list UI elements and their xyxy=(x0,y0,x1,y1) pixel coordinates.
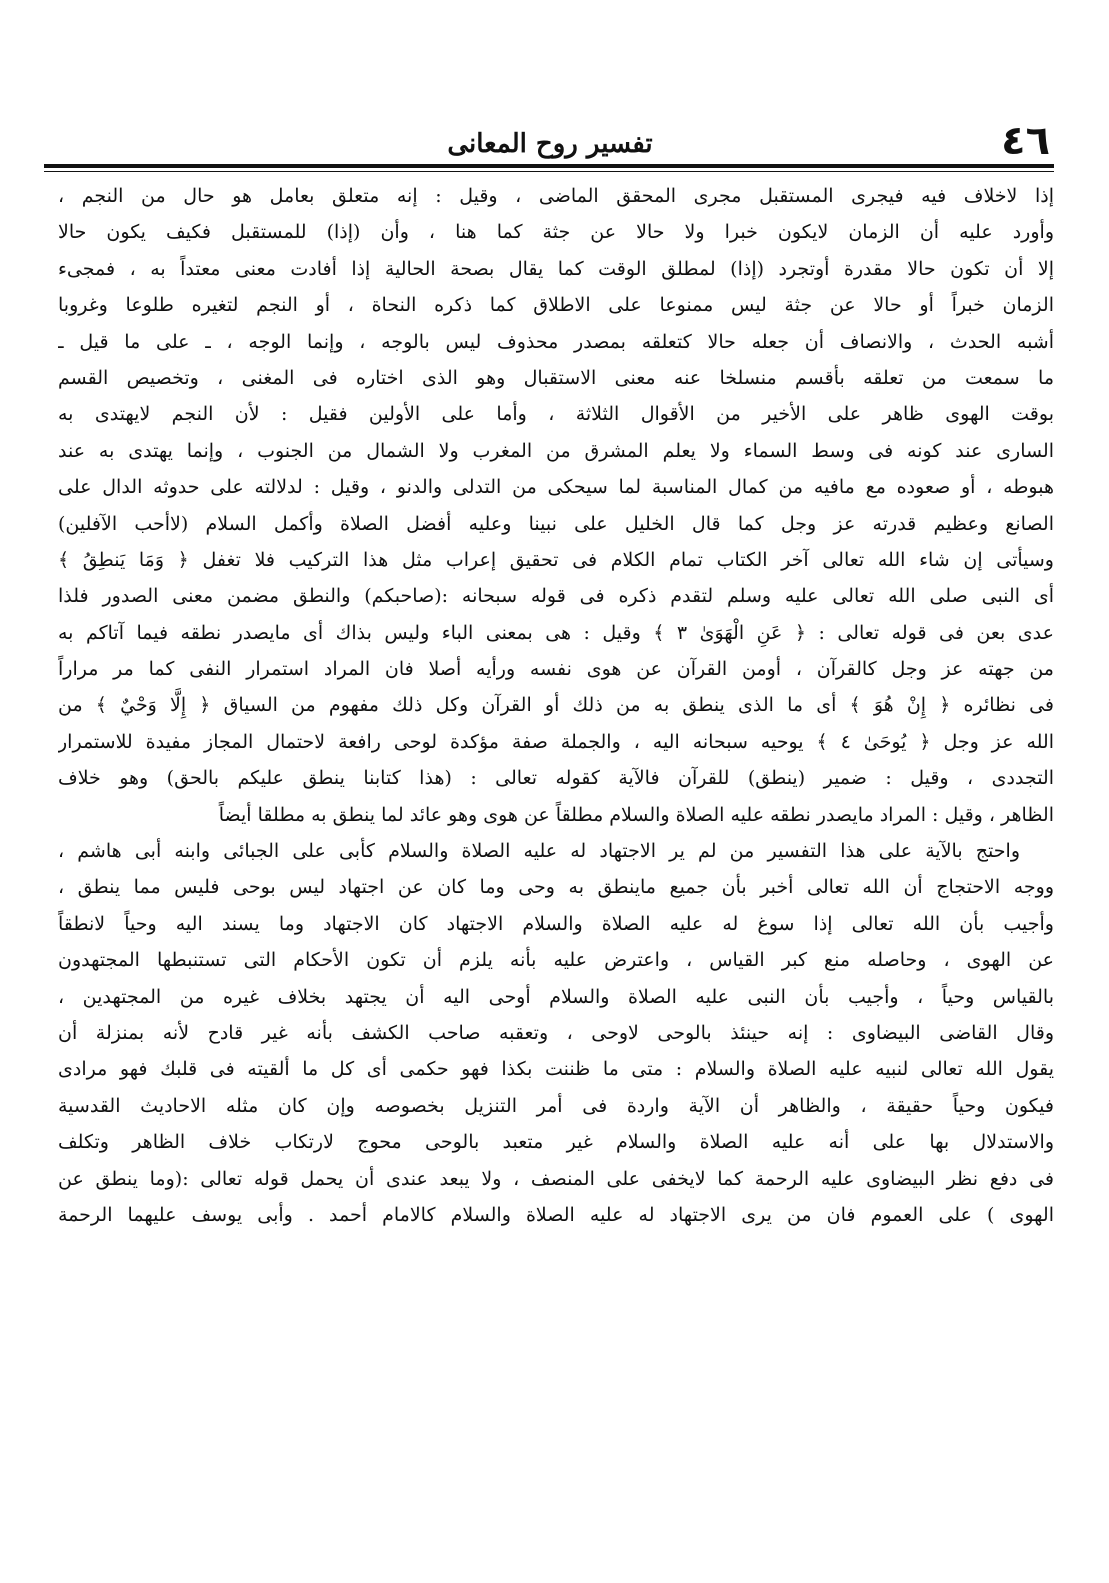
text-line: عن الهوى ، وحاصله منع كبر القياس ، واعترض عليه بأنه يلزم أن تكون الأحكام التى تستنبطها المجتهدون xyxy=(58,949,1054,972)
text-line: الظاهر ، وقيل : المراد مايصدر نطقه عليه الصلاة والسلام مطلقاً عن هوى وهو عائد لما ينطق به مطلقا أيضاً xyxy=(218,803,1054,826)
text-line: أشبه الحدث ، والانصاف أن جعله حالا كتعلقه بمصدر محذوف ليس بالوجه ، وإنما الوجه ، ـ على ما قيل ـ xyxy=(58,330,1054,353)
text-line: إلا أن تكون حالا مقدرة أوتجرد (إذا) لمطلق الوقت كما يقال بصحة الحالية إذا أفادت معنى معتداً به ، فمجىء xyxy=(58,257,1054,280)
text-line: يقول الله تعالى لنبيه عليه الصلاة والسلام : متى ما ظننت بكذا فهو حكمى أى كل ما ألقيته فى قلبك فهو مرادى xyxy=(58,1058,1054,1081)
running-title: تفسير روح المعانى xyxy=(447,129,653,159)
text-line: أى النبى صلى الله تعالى عليه وسلم لتقدم ذكره فى قوله سبحانه :(صاحبكم) والنطق مضمن معنى الصدور فلذا xyxy=(58,585,1054,608)
text-line: ووجه الاحتجاج أن الله تعالى أخبر بأن جميع ماينطق به وحى وما كان عن اجتهاد ليس بوحى فليس مما ينطق ، xyxy=(58,876,1054,899)
text-line: بالقياس وحياً ، وأجيب بأن النبى عليه الصلاة والسلام أوحى اليه أن يجتهد بخلاف غيره من المجتهدين ، xyxy=(58,985,1054,1008)
text-line: وسيأتى إن شاء الله تعالى آخر الكتاب تمام الكلام فى تحقيق إعراب مثل هذا التركيب فلا تغفل ﴿ وَمَا يَنطِقُ ﴾ xyxy=(58,548,1054,571)
text-line: بوقت الهوى ظاهر على الأخير من الأقوال الثلاثة ، وأما على الأولين فقيل : لأن النجم لايهتدى به xyxy=(58,403,1054,426)
text-line: وأورد عليه أن الزمان لايكون خبرا ولا حالا عن جثة كما هنا ، وأن (إذا) للمستقبل فكيف يكون حالا xyxy=(58,221,1054,244)
text-line: واحتج بالآية على هذا التفسير من لم ير الاجتهاد له عليه الصلاة والسلام كأبى على الجبائى وابنه أبى هاشم ، xyxy=(58,840,1020,863)
text-line: هبوطه ، أو صعوده مع مافيه من كمال المناسبة لما سيحكى من التدلى والدنو ، وقيل : لدلالته على حدوثه الدال على xyxy=(58,476,1054,499)
text-line: فى نظائره ﴿ إِنْ هُوَ ﴾ أى ما الذى ينطق به من ذلك أو القرآن وكل ذلك مفهوم من السياق ﴿ إِلَّا وَحْيٌ ﴾ من xyxy=(58,694,1054,717)
text-line: وأجيب بأن الله تعالى إذا سوغ له عليه الصلاة والسلام الاجتهاد كان الاجتهاد وما يسند اليه وحياً لانطقاً xyxy=(58,912,1054,935)
body-text xyxy=(58,178,1054,1233)
text-line: فيكون وحياً حقيقة ، والظاهر أن الآية واردة فى أمر التنزيل بخصوصه وإن كان مثله الاحاديث القدسية xyxy=(58,1094,1054,1117)
page-number: ٤٦ xyxy=(1001,118,1050,164)
text-line: السارى عند كونه فى وسط السماء ولا يعلم المشرق من المغرب ولا الشمال من الجنوب ، وإنما يهتدى به عند xyxy=(58,439,1054,462)
text-line: الله عز وجل ﴿ يُوحَىٰ ٤ ﴾ يوحيه سبحانه اليه ، والجملة صفة مؤكدة لوحى رافعة لاحتمال المجاز مفيدة للاستمرار xyxy=(58,730,1054,753)
header-rule-thin xyxy=(44,171,1054,172)
text-line: الهوى ) على العموم فان من يرى الاجتهاد له عليه الصلاة والسلام كالامام أحمد . وأبى يوسف عليهما الرحمة xyxy=(58,1203,1054,1226)
text-line: عدى بعن فى قوله تعالى : ﴿ عَنِ الْهَوَىٰ ٣ ﴾ وقيل : هى بمعنى الباء وليس بذاك أى مايصدر نطقه فيما آتاكم به xyxy=(58,621,1054,644)
text-line: من جهته عز وجل كالقرآن ، أومن القرآن عن هوى نفسه ورأيه أصلا فان المراد استمرار النفى كما مر مراراً xyxy=(58,658,1054,681)
text-line: والاستدلال بها على أنه عليه الصلاة والسلام غير متعبد بالوحى محوج لارتكاب خلاف الظاهر وتكلف xyxy=(58,1131,1054,1154)
text-line: التجددى ، وقيل : ضمير (ينطق) للقرآن فالآية كقوله تعالى : (هذا كتابنا ينطق عليكم بالحق) وهو خلاف xyxy=(58,767,1054,790)
text-line: إذا لاخلاف فيه فيجرى المستقبل مجرى المحقق الماضى ، وقيل : إنه متعلق بعامل هو حال من النجم ، xyxy=(58,185,1054,207)
text-line: الزمان خبراً أو حالا عن جثة ليس ممنوعا على الاطلاق كما ذكره النحاة ، أو النجم لتغيره طلوعا وغروبا xyxy=(58,294,1054,317)
text-line: ما سمعت من تعلقه بأقسم منسلخا عنه معنى الاستقبال وهو الذى اختاره فى المغنى ، وتخصيص القسم xyxy=(58,366,1054,389)
text-line: فى دفع نظر البيضاوى عليه الرحمة كما لايخفى على المنصف ، ولا يبعد عندى أن يحمل قوله تعالى :(وما ينطق عن xyxy=(58,1167,1054,1190)
text-line: وقال القاضى البيضاوى : إنه حينئذ بالوحى لاوحى ، وتعقبه صاحب الكشف بأنه غير قادح لأنه بمنزلة أن xyxy=(58,1021,1054,1044)
page-header xyxy=(50,118,1050,165)
text-line: الصانع وعظيم قدرته عز وجل كما قال الخليل على نبينا وعليه أفضل الصلاة وأكمل السلام (لاأحب الآفلين) xyxy=(58,512,1054,535)
header-rule-thick xyxy=(44,164,1054,168)
